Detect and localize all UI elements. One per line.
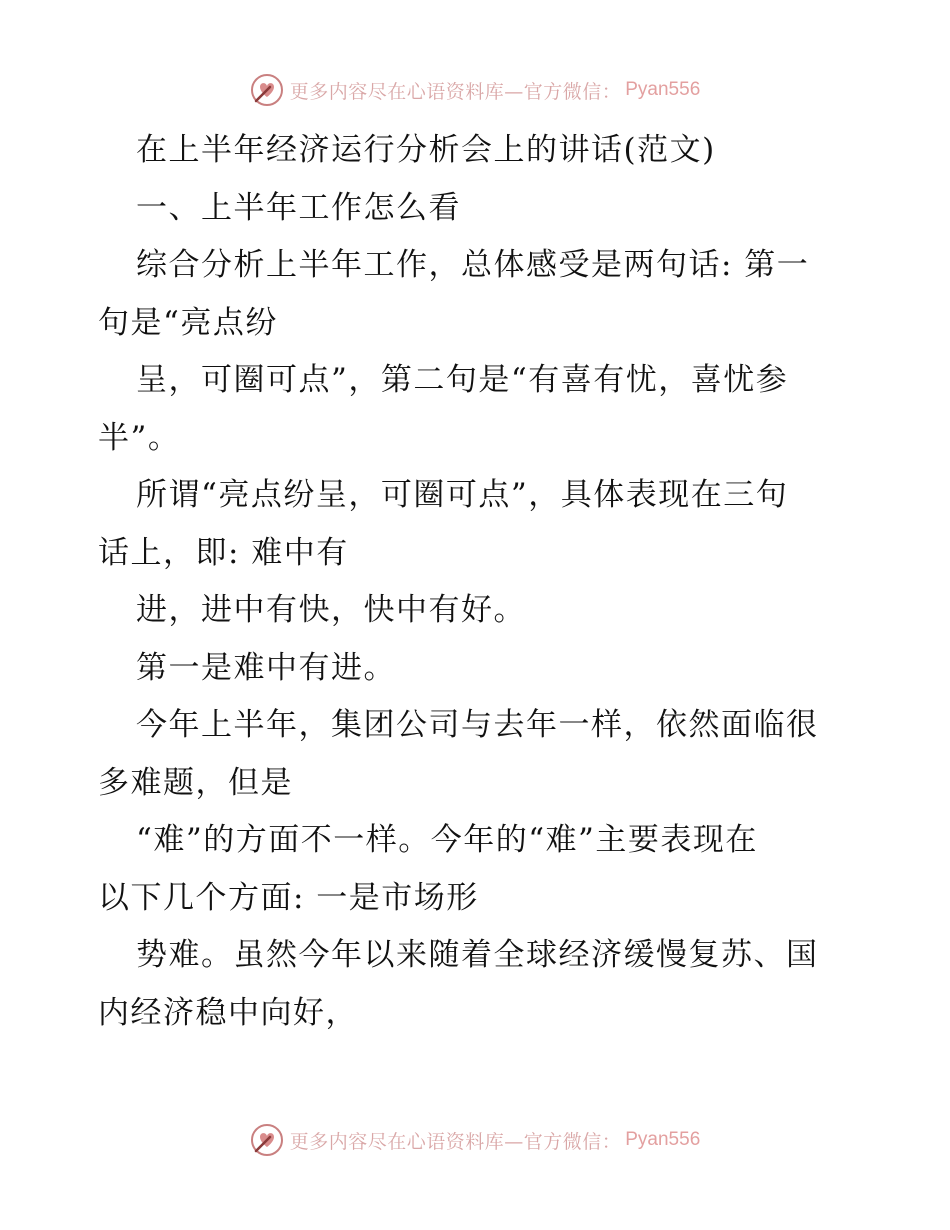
paragraph-line: 势难。虽然今年以来随着全球经济缓慢复苏、国 (136, 937, 819, 973)
paragraph-line: 综合分析上半年工作，总体感受是两句话: 第一 (136, 247, 810, 283)
watermark-text: 更多内容尽在心语资料库—官方微信： (289, 80, 622, 103)
paragraph-line: 进，进中有快，快中有好。 (136, 592, 526, 628)
paragraph-line: 话上，即: 难中有 (98, 534, 349, 571)
watermark-text: 更多内容尽在心语资料库—官方微信： (289, 1130, 622, 1153)
paragraph-line: 多难题，但是 (98, 764, 293, 801)
paragraph-line: “难”的方面不一样。今年的“难”主要表现在 (136, 822, 758, 858)
paragraph-line: 内经济稳中向好， (98, 994, 358, 1031)
header-watermark (0, 70, 950, 110)
document-body (98, 124, 858, 1031)
heart-pen-logo-icon (250, 73, 284, 107)
watermark-wechat-id: Pyan556 (625, 79, 701, 100)
document-title: 在上半年经济运行分析会上的讲话(范文) (136, 132, 716, 168)
paragraph-line: 半”。 (98, 419, 181, 456)
section-heading: 一、上半年工作怎么看 (136, 189, 461, 226)
paragraph-line: 以下几个方面: 一是市场形 (98, 879, 479, 916)
paragraph-line: 所谓“亮点纷呈，可圈可点”，具体表现在三句 (136, 477, 789, 513)
footer-watermark (0, 1120, 950, 1160)
subheading-line: 第一是难中有进。 (136, 649, 396, 686)
paragraph-line: 呈，可圈可点”，第二句是“有喜有忧，喜忧参 (136, 362, 789, 398)
watermark-wechat-id: Pyan556 (625, 1129, 701, 1150)
paragraph-line: 今年上半年，集团公司与去年一样，依然面临很 (136, 707, 819, 743)
paragraph-line: 句是“亮点纷 (98, 304, 278, 341)
heart-pen-logo-icon (250, 1123, 284, 1157)
